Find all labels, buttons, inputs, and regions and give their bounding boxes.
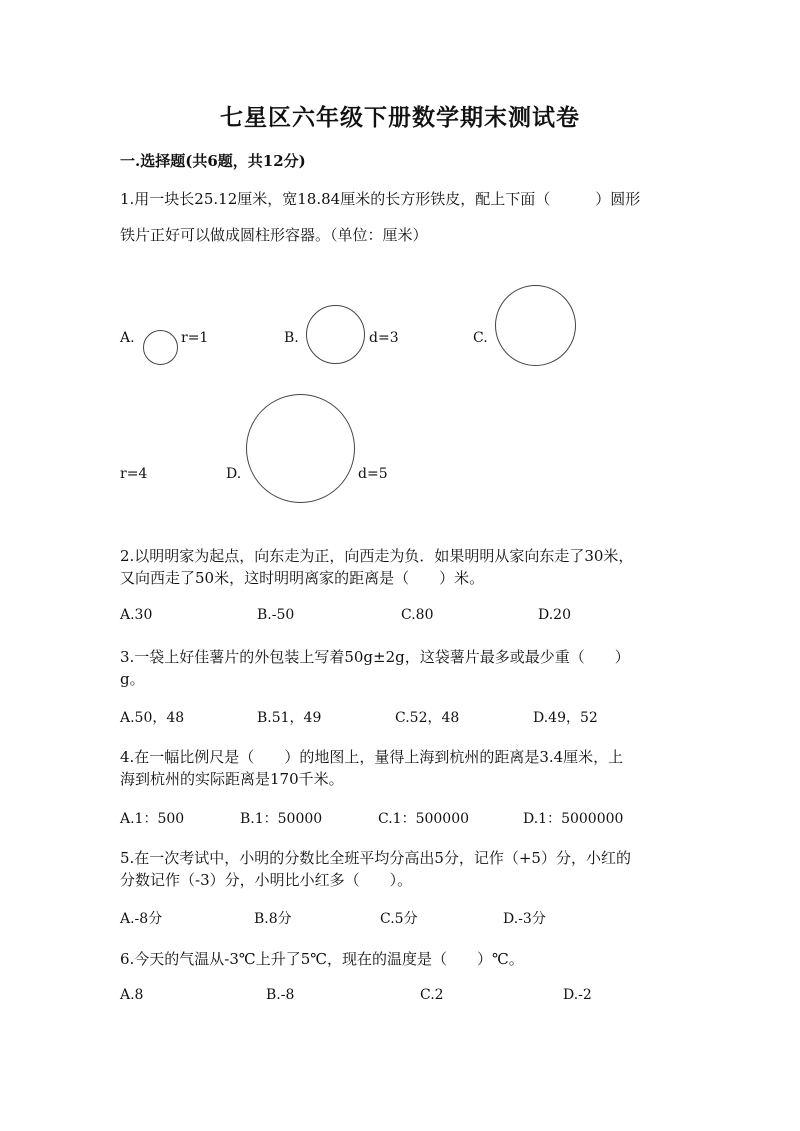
q1-option-a-label: A. xyxy=(120,330,135,346)
q1-option-a-circle xyxy=(143,330,178,365)
question-3-line-1: 3.一袋上好佳薯片的外包装上写着50g±2g，这袋薯片最多或最少重（ ） xyxy=(120,648,630,666)
q1-option-c-label: C. xyxy=(473,330,488,346)
question-3-line-2: g。 xyxy=(120,670,145,688)
question-4-line-1: 4.在一幅比例尺是（ ）的地图上，量得上海到杭州的距离是3.4厘米，上 xyxy=(120,748,624,766)
q3-option-c: C.52，48 xyxy=(395,710,460,726)
q5-option-a: A.-8分 xyxy=(120,911,163,927)
q2-option-a: A.30 xyxy=(120,607,153,623)
q4-option-a: A.1：500 xyxy=(120,811,185,827)
q1-option-d-label: D. xyxy=(226,466,242,482)
q5-option-d: D.-3分 xyxy=(503,911,546,927)
question-1-line-2: 铁片正好可以做成圆柱形容器。（单位：厘米） xyxy=(120,226,428,244)
q1-option-d-note: d=5 xyxy=(358,466,388,482)
q1-option-b-label: B. xyxy=(284,330,299,346)
q5-option-c: C.5分 xyxy=(380,911,418,927)
q1-option-a-note: r=1 xyxy=(181,330,209,346)
q5-option-b: B.8分 xyxy=(254,911,292,927)
q1-option-b-note: d=3 xyxy=(369,330,399,346)
q6-option-d: D.-2 xyxy=(563,987,592,1003)
q1-option-d-circle xyxy=(246,394,355,503)
question-6-line-1: 6.今天的气温从-3℃上升了5℃，现在的温度是（ ）℃。 xyxy=(120,950,524,968)
question-4-line-2: 海到杭州的实际距离是170千米。 xyxy=(120,770,344,788)
q3-option-d: D.49，52 xyxy=(533,710,598,726)
q3-option-b: B.51，49 xyxy=(257,710,322,726)
question-5-line-2: 分数记作（-3）分，小明比小红多（ ）。 xyxy=(120,871,413,889)
q1-option-c-circle xyxy=(495,285,576,366)
q6-option-c: C.2 xyxy=(420,987,444,1003)
q3-option-a: A.50，48 xyxy=(120,710,185,726)
q1-option-c-note: r=4 xyxy=(120,466,148,482)
q2-option-b: B.-50 xyxy=(257,607,295,623)
q4-option-d: D.1：5000000 xyxy=(523,811,624,827)
question-2-line-2: 又向西走了50米，这时明明离家的距离是（ ）米。 xyxy=(120,569,485,587)
question-5-line-1: 5.在一次考试中，小明的分数比全班平均分高出5分，记作（+5）分，小红的 xyxy=(120,849,631,867)
q4-option-b: B.1：50000 xyxy=(240,811,323,827)
q6-option-b: B.-8 xyxy=(266,987,295,1003)
q4-option-c: C.1：500000 xyxy=(378,811,470,827)
q6-option-a: A.8 xyxy=(120,987,144,1003)
q2-option-c: C.80 xyxy=(401,607,434,623)
question-1-line-1: 1.用一块长25.12厘米，宽18.84厘米的长方形铁皮，配上下面（ ）圆形 xyxy=(120,190,641,208)
q2-option-d: D.20 xyxy=(538,607,571,623)
q1-option-b-circle xyxy=(306,305,365,364)
section-heading: 一.选择题(共6题，共12分) xyxy=(120,152,306,170)
question-2-line-1: 2.以明明家为起点，向东走为正，向西走为负．如果明明从家向东走了30米， xyxy=(120,547,634,565)
page-title: 七星区六年级下册数学期末测试卷 xyxy=(220,104,580,131)
